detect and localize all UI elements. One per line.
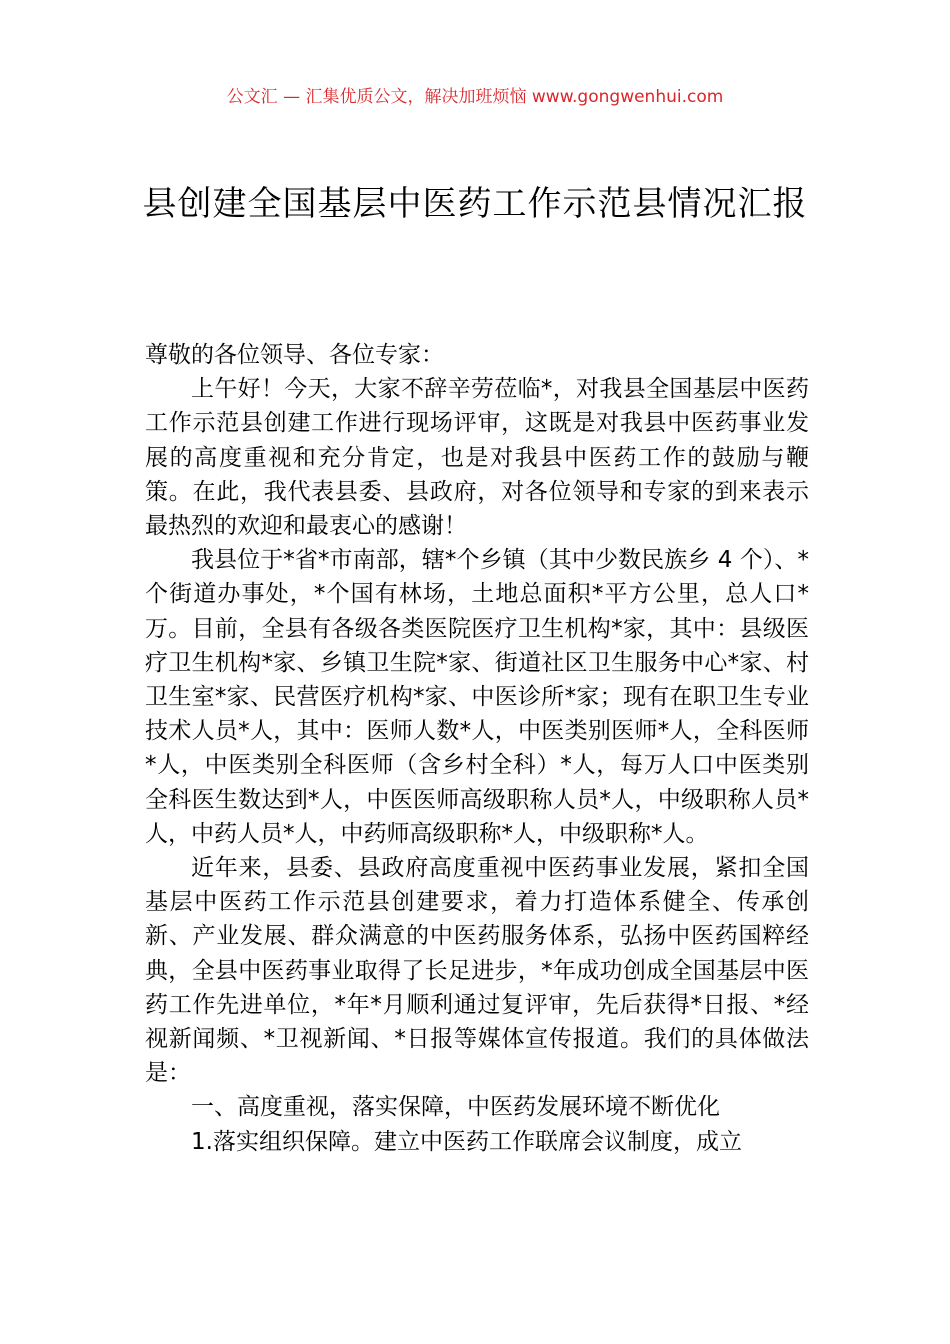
paragraph-organization: 1.落实组织保障。建立中医药工作联席会议制度，成立 bbox=[191, 1128, 742, 1155]
document-title: 县创建全国基层中医药工作示范县情况汇报 bbox=[142, 184, 808, 224]
document-body bbox=[145, 338, 809, 1159]
paragraph-county-overview: 我县位于*省*市南部，辖*个乡镇（其中少数民族乡 4 个）、*个街道办事处，*个国有林场，土地总面积*平方公里，总人口*万。目前，全县有各级各类医院医疗卫生机构*家，其中：县级医疗卫生机构*家、乡镇卫生院*家、街道社区卫生服务中心*家、村卫生室*家、民营医疗机构*家、中医诊所*家；现有在职卫生专业技术人员*人，其中：医师人数*人，中医类别医师*人，全科医师*人，中医类别全科医师（含乡村全科）*人，每万人口中医类别全科医生数达到*人，中医医师高级职称人员*人，中级职称人员*人，中药人员*人，中药师高级职称*人，中级职称*人。 bbox=[145, 547, 809, 847]
paragraph-achievements: 近年来，县委、县政府高度重视中医药事业发展，紧扣全国基层中医药工作示范县创建要求，着力打造体系健全、传承创新、产业发展、群众满意的中医药服务体系，弘扬中医药国粹经典，全县中医药事业取得了长足进步，*年成功创成全国基层中医药工作先进单位，*年*月顺利通过复评审，先后获得*日报、*经视新闻频、*卫视新闻、*日报等媒体宣传报道。我们的具体做法是： bbox=[145, 855, 809, 1087]
salutation: 尊敬的各位领导、各位专家： bbox=[145, 342, 444, 368]
paragraph-welcome: 上午好！今天，大家不辞辛劳莅临*，对我县全国基层中医药工作示范县创建工作进行现场评审，这既是对我县中医药事业发展的高度重视和充分肯定，也是对我县中医药工作的鼓励与鞭策。在此，我代表县委、县政府，对各位领导和专家的到来表示最热烈的欢迎和最衷心的感谢！ bbox=[145, 376, 809, 540]
site-banner: 公文汇 — 汇集优质公文，解决加班烦恼 www.gongwenhui.com bbox=[226, 87, 724, 107]
section-heading-1: 一、高度重视，落实保障，中医药发展环境不断优化 bbox=[191, 1094, 720, 1121]
